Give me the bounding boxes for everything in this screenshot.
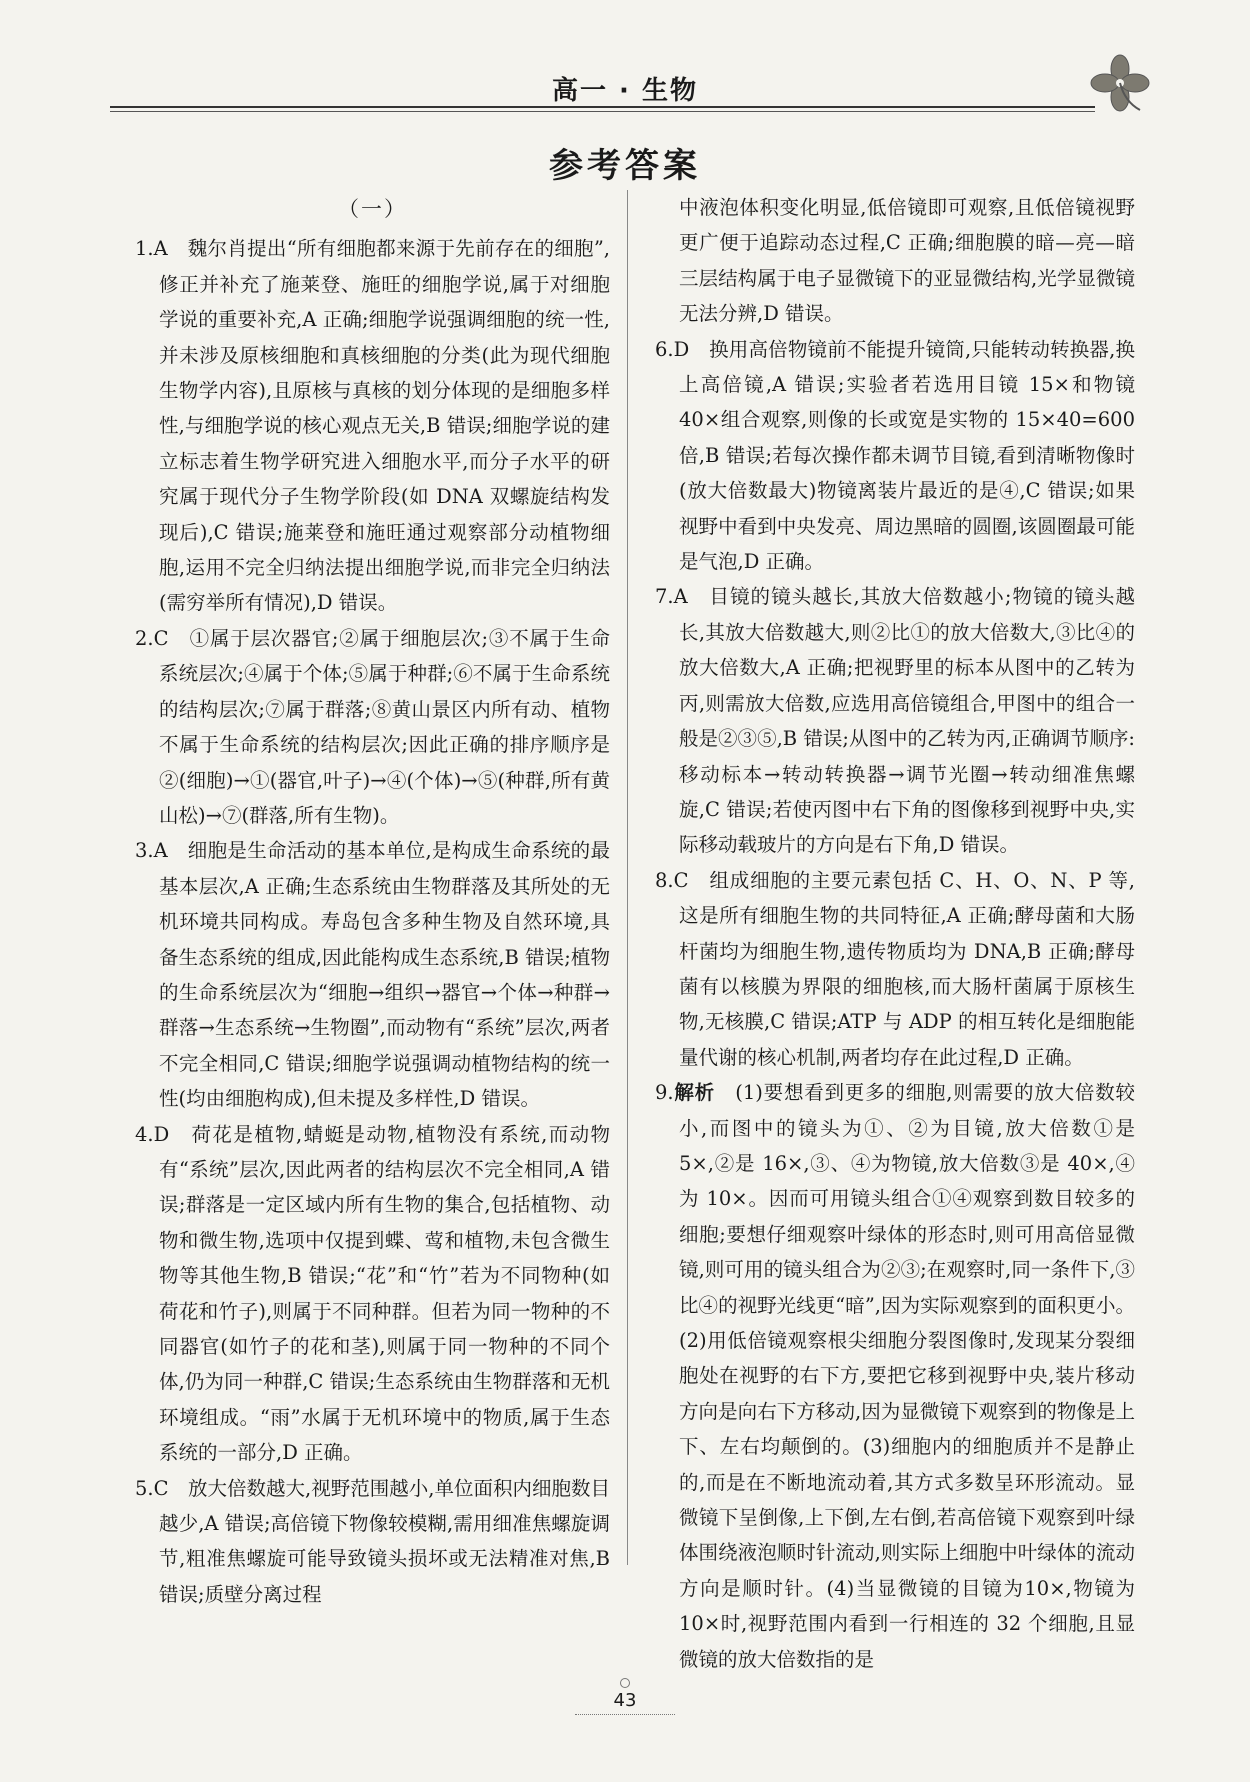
header-rule: [110, 106, 1095, 108]
answer-item-4: 4.D 荷花是植物,蜻蜓是动物,植物没有系统,而动物有“系统”层次,因此两者的结构层次不完全相同,A 错误;群落是一定区域内所有生物的集合,包括植物、动物和微生物,选项中仅提到蝶、莺和植物,未包含微生物等其他生物,B 错误;“花”和“竹”若为不同物种(如荷花和竹子),则属于不同种群。但若为同一物种的不同器官(如竹子的花和茎),则属于同一物种的不同个体,仍为同一种群,C 错误;生态系统由生物群落和无机环境组成。“雨”水属于无机环境中的物质,属于生态系统的一部分,D 正确。: [135, 1122, 610, 1465]
answer-item-1: 1.A 魏尔肖提出“所有细胞都来源于先前存在的细胞”,修正并补充了施莱登、施旺的细胞学说,属于对细胞学说的重要补充,A 正确;细胞学说强调细胞的统一性,并未涉及原核细胞和真核细胞的分类(此为现代细胞生物学内容),且原核与真核的划分体现的是细胞多样性,与细胞学说的核心观点无关,B 错误;细胞学说的建立标志着生物学研究进入细胞水平,而分子水平的研究属于现代分子生物学阶段(如 DNA 双螺旋结构发现后),C 错误;施莱登和施旺通过观察部分动植物细胞,运用不完全归纳法提出细胞学说,而非完全归纳法(需穷举所有情况),D 错误。: [135, 237, 610, 615]
answer-item-7: 7.A 目镜的镜头越长,其放大倍数越小;物镜的镜头越长,其放大倍数越大,则②比①的放大倍数大,③比④的放大倍数大,A 正确;把视野里的标本从图中的乙转为丙,则需放大倍数,应选用高倍镜组合,甲图中的组合一般是②③⑤,B 错误;从图中的乙转为丙,正确调节顺序:移动标本→转动转换器→调节光圈→转动细准焦螺旋,C 错误;若使丙图中右下角的图像移到视野中央,实际移动载玻片的方向是右下角,D 错误。: [655, 585, 1135, 857]
column-divider: [627, 190, 628, 1565]
answer-item-6: 6.D 换用高倍物镜前不能提升镜筒,只能转动转换器,换上高倍镜,A 错误;实验者若选用目镜 15×和物镜 40×组合观察,则像的长或宽是实物的 15×40=600 倍,B 错误;若每次操作都未调节目镜,看到清晰物像时(放大倍数最大)物镜离装片最近的是④,C 错误;如果视野中看到中央发亮、周边黑暗的圆圈,该圆圈最可能是气泡,D 正确。: [655, 337, 1135, 574]
answer-item-8: 8.C 组成细胞的主要元素包括 C、H、O、N、P 等,这是所有细胞生物的共同特征,A 正确;酵母菌和大肠杆菌均为细胞生物,遗传物质均为 DNA,B 正确;酵母菌有以核膜为界限的细胞核,而大肠杆菌属于原核生物,无核膜,C 错误;ATP 与 ADP 的相互转化是细胞能量代谢的核心机制,两者均存在此过程,D 正确。: [655, 868, 1135, 1069]
item-number: 9.: [655, 1081, 674, 1105]
analysis-text: (1)要想看到更多的细胞,则需要的放大倍数较小,而图中的镜头为①、②为目镜,放大倍数①是 5×,②是 16×,③、④为物镜,放大倍数③是 40×,④为 10×。因而可用镜头组合①④观察到数目较多的细胞;要想仔细观察叶绿体的形态时,则可用高倍显微镜,则可用的镜头组合为②③;在观察时,同一条件下,③比④的视野光线更“暗”,因为实际观察到的面积更小。(2)用低倍镜观察根尖细胞分裂图像时,发现某分裂细胞处在视野的右下方,要把它移到视野中央,装片移动方向是向右下方移动,因为显微镜下观察到的物像是上下、左右均颠倒的。(3)细胞内的细胞质并不是静止的,而是在不断地流动着,其方式多数呈环形流动。显微镜下呈倒像,上下倒,左右倒,若高倍镜下观察到叶绿体围绕液泡顺时针流动,则实际上细胞中叶绿体的流动方向是顺时针。(4)当显微镜的目镜为10×,物镜为 10×时,视野范围内看到一行相连的 32 个细胞,且显微镜的放大倍数指的是: [679, 1081, 1135, 1671]
right-column: [655, 190, 1135, 1677]
clover-icon: [1085, 52, 1155, 114]
left-column: [135, 192, 610, 1612]
answer-item-5: 5.C 放大倍数越大,视野范围越小,单位面积内细胞数目越少,A 错误;高倍镜下物像较模糊,需用细准焦螺旋调节,粗准焦螺旋可能导致镜头损坏或无法精准对焦,B 错误;质壁分离过程: [135, 1476, 610, 1606]
header-title: 高一 · 生物: [552, 76, 698, 106]
page-title: 参考答案: [549, 146, 701, 186]
page-ornament: [620, 1678, 630, 1688]
page-number-underline: [575, 1714, 675, 1715]
answer-item-5-continuation: 中液泡体积变化明显,低倍镜即可观察,且低倍镜视野更广便于追踪动态过程,C 正确;细胞膜的暗—亮—暗三层结构属于电子显微镜下的亚显微结构,光学显微镜无法分辨,D 错误。: [679, 196, 1135, 326]
page-number: 43: [613, 1690, 637, 1711]
answer-item-2: 2.C ①属于层次器官;②属于细胞层次;③不属于生命系统层次;④属于个体;⑤属于种群;⑥不属于生命系统的结构层次;⑦属于群落;⑧黄山景区内所有动、植物不属于生命系统的结构层次;因此正确的排序顺序是②(细胞)→①(器官,叶子)→④(个体)→⑤(种群,所有黄山松)→⑦(群落,所有生物)。: [135, 626, 610, 827]
answer-item-9: [655, 1075, 1135, 1677]
analysis-label: 解析: [673, 1081, 715, 1105]
answer-item-3: 3.A 细胞是生命活动的基本单位,是构成生命系统的最基本层次,A 正确;生态系统由生物群落及其所处的无机环境共同构成。寿岛包含多种生物及自然环境,具备生态系统的组成,因此能构成生态系统,B 错误;植物的生命系统层次为“细胞→组织→器官→个体→种群→群落→生态系统→生物圈”,而动物有“系统”层次,两者不完全相同,C 错误;细胞学说强调动植物结构的统一性(均由细胞构成),但未提及多样性,D 错误。: [135, 839, 610, 1111]
section-heading: （一）: [338, 197, 407, 221]
header-rule-thin: [110, 111, 1095, 112]
page-header: [110, 52, 1140, 112]
